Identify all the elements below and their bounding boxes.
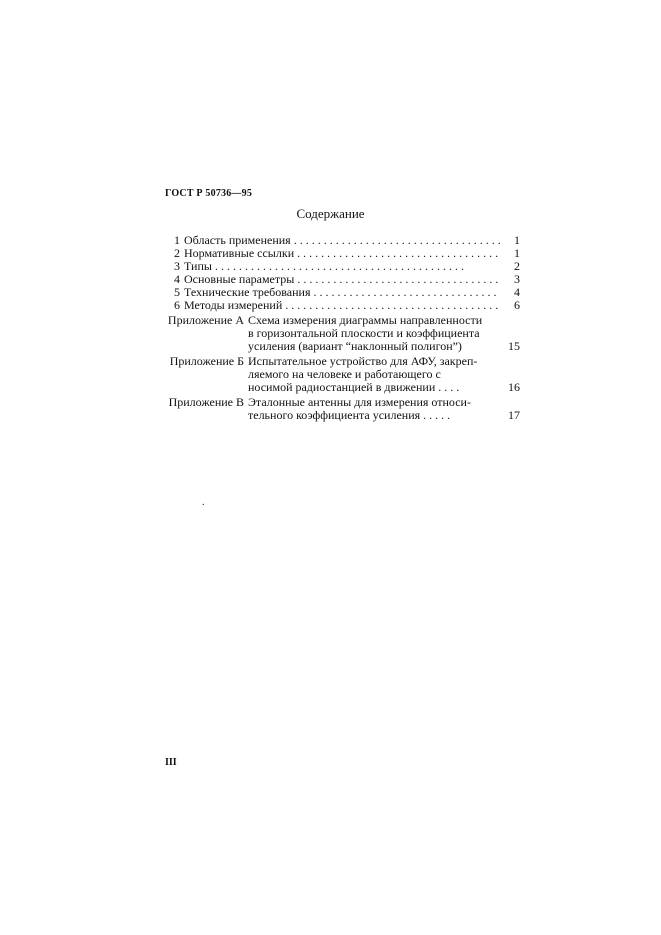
toc-item-number: 6 bbox=[174, 298, 180, 312]
document-header: ГОСТ Р 50736—95 bbox=[165, 188, 253, 199]
toc-item-page: 1 bbox=[514, 233, 520, 247]
appendix-key: Приложение А bbox=[167, 313, 244, 327]
toc-item-number: 2 bbox=[174, 246, 180, 260]
toc-appendix bbox=[150, 355, 520, 394]
toc-item bbox=[150, 247, 520, 260]
appendix-line: усиления (вариант “наклонный полигон”) bbox=[248, 340, 462, 353]
toc-item-label: Область применения . . . bbox=[180, 234, 500, 247]
appendix-line: в горизонтальной плоскости и коэффициента bbox=[248, 327, 480, 340]
toc-item-number: 5 bbox=[174, 285, 180, 299]
appendix-line: Испытательное устройство для АФУ, закреп- bbox=[248, 355, 478, 368]
toc-item-page: 4 bbox=[514, 285, 520, 299]
toc-appendix bbox=[150, 314, 520, 353]
toc-item-page: 3 bbox=[514, 272, 520, 286]
toc-item bbox=[150, 273, 520, 286]
toc-item bbox=[150, 286, 520, 299]
toc-item-label: Типы . . . bbox=[180, 260, 500, 273]
appendix-page: 17 bbox=[508, 408, 520, 422]
appendix-page: 15 bbox=[508, 339, 520, 353]
toc-appendix bbox=[150, 396, 520, 422]
toc-item-label: Нормативные ссылки . . . bbox=[180, 247, 500, 260]
appendix-line: Схема измерения диаграммы направленности bbox=[248, 314, 483, 327]
toc-item-number: 4 bbox=[174, 272, 180, 286]
toc-item-number: 3 bbox=[174, 259, 180, 273]
toc-item bbox=[150, 260, 520, 273]
appendix-key: Приложение В bbox=[168, 395, 244, 409]
appendix-page: 16 bbox=[508, 380, 520, 394]
stray-mark: . bbox=[202, 497, 205, 508]
page-title: Содержание bbox=[296, 206, 365, 221]
appendix-line: ляемого на человеке и работающего с bbox=[248, 368, 441, 381]
table-of-contents bbox=[150, 234, 520, 422]
toc-item-page: 2 bbox=[514, 259, 520, 273]
page-number: III bbox=[165, 757, 177, 768]
toc-item-page: 1 bbox=[514, 246, 520, 260]
toc-item-label: Методы измерений . . . bbox=[180, 299, 500, 312]
appendix-line: Эталонные антенны для измерения относи- bbox=[248, 396, 471, 409]
toc-item-label: Технические требования . . . bbox=[180, 286, 500, 299]
appendix-line: носимой радиостанцией в движении . . . . bbox=[248, 381, 460, 394]
appendix-key: Приложение Б bbox=[169, 354, 244, 368]
toc-item-number: 1 bbox=[174, 233, 180, 247]
appendix-line: тельного коэффициента усиления . . . . . bbox=[248, 409, 451, 422]
toc-item-page: 6 bbox=[514, 298, 520, 312]
toc-item bbox=[150, 299, 520, 312]
toc-item bbox=[150, 234, 520, 247]
toc-item-label: Основные параметры . . . bbox=[180, 273, 500, 286]
